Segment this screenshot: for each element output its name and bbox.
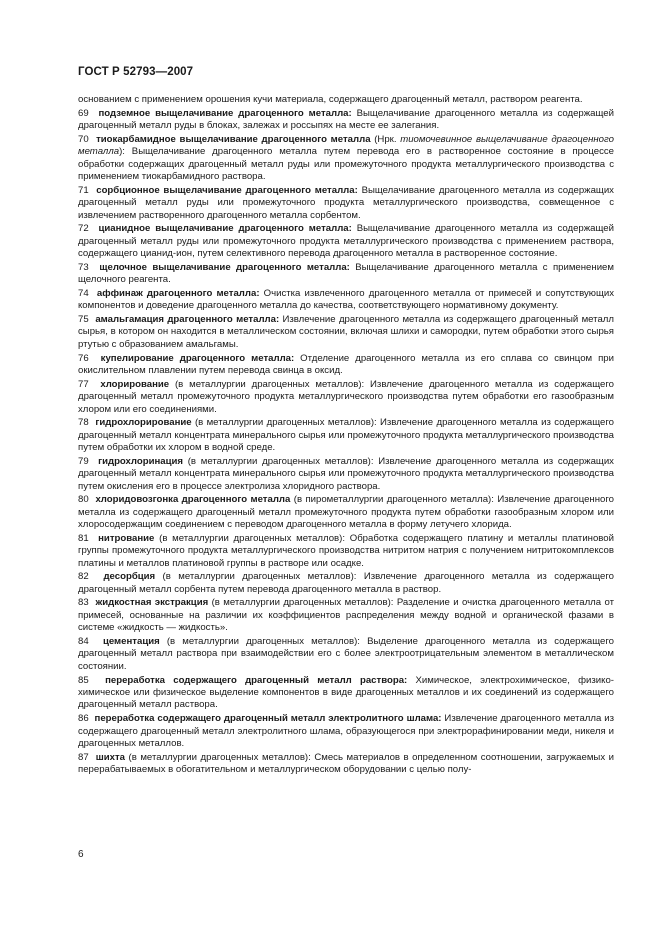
term-entry — [78, 417, 614, 454]
term-definition: Извлечение драгоценного металла из содержащего драгоценный металл электролитного шлама, образующегося при электрорафинировании меди, никеля и драгоценных металлов. — [78, 713, 614, 750]
term-number: 83 — [78, 597, 89, 609]
term-name: хлоридовозгонка драгоценного металла — [95, 494, 291, 506]
term-name: десорбция — [103, 571, 156, 583]
term-definition: Отделение драгоценного металла из его сплава со свинцом при окислительном плавлении путем перевода свинца в оксид. — [78, 352, 614, 377]
term-definition: (в металлургии драгоценных металлов): Выделение драгоценного металла из содержащего драгоценный металл раствора при взаимодействии его с более электроотрицательным элементом в металлическом состоянии. — [78, 636, 614, 672]
term-name: цианидное выщелачивание драгоценного металла: — [98, 223, 352, 235]
term-number: 73 — [78, 261, 89, 273]
term-name: жидкостная экстракция — [95, 597, 209, 609]
term-entry — [78, 288, 614, 313]
term-definition: (в металлургии драгоценных металлов): Извлечение драгоценного металла из содержащего драгоценный металл концентрата минерального сырья или промежуточного продукта металлургического производства путем обработки их хлором в водной среде. — [78, 417, 614, 454]
term-entry — [78, 456, 614, 493]
term-number: 86 — [78, 713, 89, 725]
term-definition: (в металлургии драгоценных металлов): Извлечение драгоценного металла из содержащих драгоценный металл концентрата минерального сырья или промежуточного продукта металлургического производства путем окисления его в процессе электролиза хлоридного раствора. — [78, 455, 614, 492]
page-number: 6 — [78, 849, 84, 860]
term-number: 69 — [78, 107, 89, 119]
term-name: нитрование — [98, 532, 155, 544]
term-entry — [78, 185, 614, 222]
term-entry — [78, 494, 614, 531]
term-name: аффинаж драгоценного металла: — [96, 287, 260, 299]
term-name: цементация — [102, 636, 160, 648]
term-definition: Очистка извлеченного драгоценного металла от примесей и сопутствующих компонентов и доведение драгоценного металла до качества, соответствующего нормативному документу. — [78, 287, 614, 312]
term-entry — [78, 314, 614, 351]
term-definition: Выщелачивание драгоценного металла из содержащей драгоценный металл руды или промежуточного продукта металлургического производства с применением раствора, содержащего цианид-ион, путем селективного перевода драгоценного металла в растворенное состояние. — [78, 223, 614, 260]
term-definition: Выщелачивание драгоценного металла с применением щелочного реагента. — [78, 261, 614, 286]
term-definition: (в металлургии драгоценных металлов): Смесь материалов в определенном соотношении, загружаемых и перерабатываемых в обогатительном и металлургическом оборудовании с целью полу- — [78, 751, 614, 776]
term-name: хлорирование — [100, 378, 170, 390]
term-definition: Извлечение драгоценного металла из содержащего драгоценный металл сырья, в котором он находится в металлическом состоянии, включая шлихи и самородки, путем обработки этого сырья ртутью с образованием амальгамы. — [78, 314, 614, 350]
term-number: 81 — [78, 532, 89, 544]
term-entry — [78, 533, 614, 570]
intro-paragraph: основанием с применением орошения кучи материала, содержащего драгоценный металл, раствором реагента. — [78, 94, 583, 105]
term-definition: Химическое, электрохимическое, физико-химическое или физическое выделение компонентов в виде драгоценных металлов и их соединений из содержащего драгоценный металл раствора. — [78, 674, 614, 711]
term-definition: Выщелачивание драгоценного металла из содержащей драгоценный металл руды в блоках, залежах и россыпях на месте ее залегания. — [78, 107, 614, 132]
term-name: подземное выщелачивание драгоценного металла: — [98, 107, 352, 119]
term-entry — [78, 597, 614, 634]
term-number: 72 — [78, 223, 89, 235]
term-definition: (в пирометаллургии драгоценного металла): Извлечение драгоценного металла из содержащего драгоценный металл промежуточного продукта путем обработки газообразным хлором или хлоросодержащим соединением с переводом драгоценного металла в форму летучего хлорида. — [78, 494, 614, 531]
term-number: 78 — [78, 417, 89, 429]
term-entry — [78, 379, 614, 416]
term-entry — [78, 675, 614, 712]
term-name: тиокарбамидное выщелачивание драгоценного металла — [96, 133, 371, 145]
term-name: сорбционное выщелачивание драгоценного металла: — [96, 184, 358, 196]
term-definition: (в металлургии драгоценных металлов): Разделение и очистка драгоценного металла от примесей, основанные на различии их коэффициентов распределения между водной и органической фазами в системе «жидкость — жидкость». — [78, 597, 614, 634]
term-number: 80 — [78, 494, 89, 506]
term-entry — [78, 636, 614, 673]
term-entry — [78, 353, 614, 378]
term-number: 82 — [78, 571, 89, 583]
term-entry — [78, 108, 614, 133]
term-entry — [78, 134, 614, 184]
term-number: 74 — [78, 287, 89, 299]
term-synonym: тиомочевинное выщелачивание драгоценного металла — [78, 133, 614, 158]
term-number: 70 — [78, 133, 89, 145]
term-name: гидрохлоринация — [98, 455, 184, 467]
page-header: ГОСТ Р 52793—2007 — [78, 66, 194, 78]
term-number: 71 — [78, 184, 89, 196]
term-definition: (в металлургии драгоценных металлов): Извлечение драгоценного металла из содержащего драгоценный металл сорбента путем перевода драгоценного металла в раствор. — [78, 571, 614, 595]
term-number: 79 — [78, 455, 89, 467]
term-number: 85 — [78, 674, 89, 686]
term-note-prefix: (Нрк. — [370, 133, 401, 145]
document-body — [78, 94, 614, 778]
term-number: 76 — [78, 352, 89, 364]
term-name: шихта — [95, 751, 125, 763]
term-name: переработка содержащего драгоценный металл электролитного шлама: — [94, 713, 442, 725]
term-definition: (в металлургии драгоценных металлов): Обработка содержащего платину и металлы платиновой группы промежуточного продукта металлургического производства нитритом натрия с получением нитритокомплексов платины и металлов платиновой группы в растворе или осадке. — [78, 532, 614, 569]
term-name: амальгамация драгоценного металла: — [95, 314, 280, 326]
term-entry — [78, 752, 614, 777]
term-definition: Выщелачивание драгоценного металла из содержащих драгоценный металл руды или промежуточного продукта металлургического производства, совмещенное с извлечением растворенного драгоценного металла сорбентом. — [78, 184, 614, 221]
term-name: переработка содержащего драгоценный металл раствора: — [105, 674, 408, 686]
term-entry — [78, 262, 614, 287]
term-name: купелирование драгоценного металла: — [100, 352, 295, 364]
term-number: 77 — [78, 378, 89, 390]
term-definition: (в металлургии драгоценных металлов): Извлечение драгоценного металла из содержащего драгоценный металл промежуточного продукта металлургического производства путем обработки его газообразным хлором или его соединениями. — [78, 378, 614, 415]
term-entry — [78, 571, 614, 596]
term-entry — [78, 713, 614, 750]
term-number: 87 — [78, 751, 89, 763]
term-name: гидрохлорирование — [95, 417, 192, 429]
term-name: щелочное выщелачивание драгоценного металла: — [99, 261, 350, 273]
term-number: 84 — [78, 636, 89, 648]
term-entry — [78, 223, 614, 260]
term-number: 75 — [78, 314, 89, 326]
term-definition: ): Выщелачивание драгоценного металла путем перевода его в растворенное состояние в процессе обработки содержащих драгоценный металл руды или промежуточного продукта металлургического производства с применением тиокарбамидного раствора. — [78, 146, 614, 183]
